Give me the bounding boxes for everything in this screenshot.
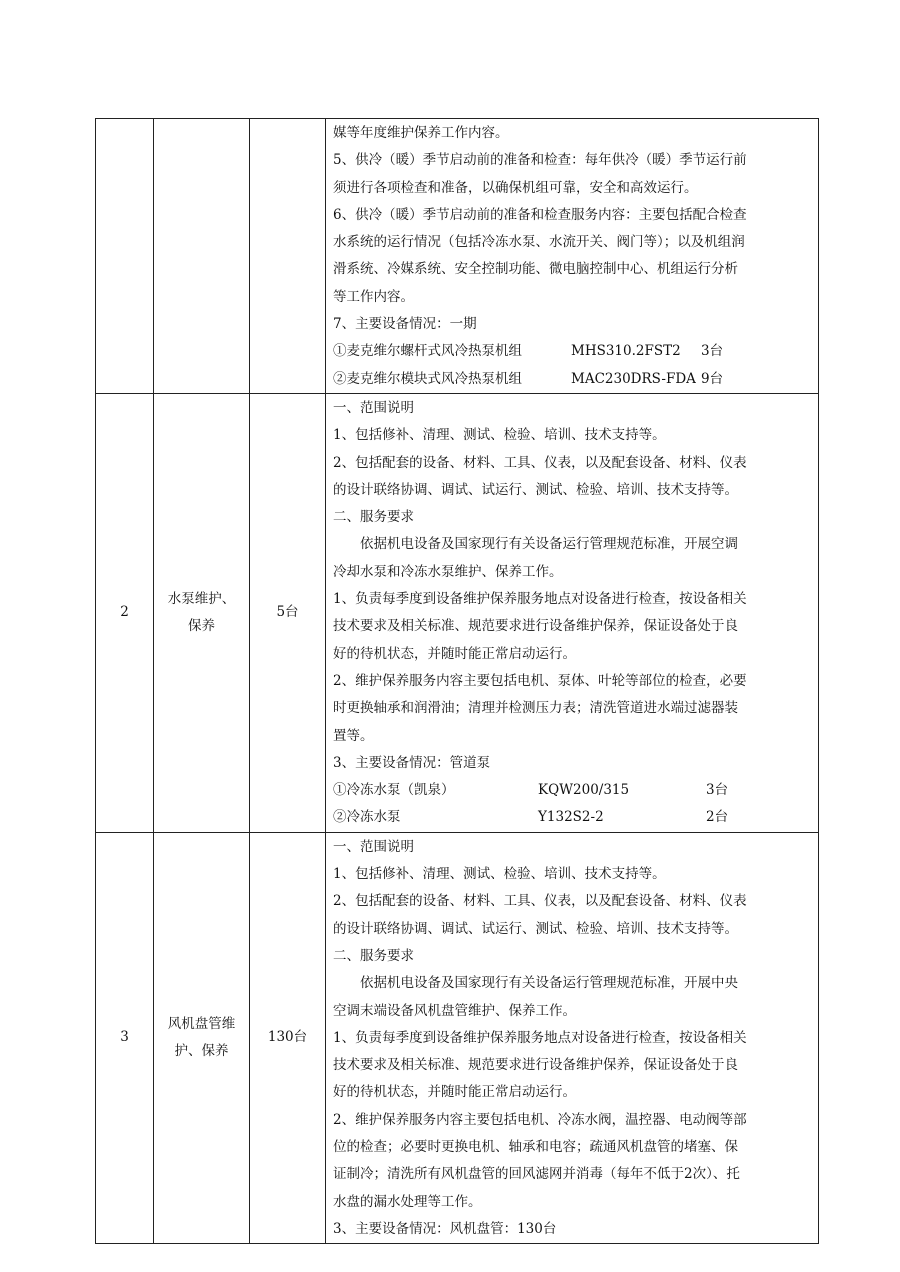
content-line: 的设计联络协调、调试、试运行、测试、检验、培训、技术支持等。 — [333, 920, 738, 937]
equipment-name: ①麦克维尔螺杆式风冷热泵机组 — [333, 343, 522, 360]
content-line: 5、供冷（暖）季节启动前的准备和检查：每年供冷（暖）季节运行前 — [333, 152, 747, 169]
equipment-count: 2台 — [706, 809, 729, 826]
content-line: 置等。 — [333, 727, 374, 744]
equipment-item — [333, 804, 812, 831]
content-line: 2、维护保养服务内容主要包括电机、泵体、叶轮等部位的检查，必要 — [333, 672, 747, 689]
content-cell — [326, 832, 819, 1243]
content-line: 1、包括修补、清理、测试、检验、培训、技术支持等。 — [333, 866, 666, 883]
equipment-name: ②冷冻水泵 — [333, 809, 401, 826]
content-line: 位的检查；必要时更换电机、轴承和电容；疏通风机盘管的堵塞、保 — [333, 1138, 738, 1155]
content-line: 空调末端设备风机盘管维护、保养工作。 — [333, 1002, 576, 1019]
content-line: 滑系统、冷媒系统、安全控制功能、微电脑控制中心、机组运行分析 — [333, 261, 738, 278]
table-row — [96, 119, 819, 394]
item-name-line: 护、保养 — [174, 1042, 229, 1059]
quantity-cell — [250, 119, 326, 394]
table-row — [96, 832, 819, 1243]
item-name-line: 风机盘管维 — [167, 1015, 236, 1032]
content-line: 好的待机状态，并随时能正常启动运行。 — [333, 1084, 576, 1101]
content-cell — [326, 119, 819, 394]
equipment-name: ①冷冻水泵（凯泉） — [333, 782, 455, 799]
maintenance-spec-table — [95, 118, 819, 1244]
quantity-cell: 130台 — [250, 832, 326, 1243]
content-line: 等工作内容。 — [333, 288, 414, 305]
content-line: 一、范围说明 — [333, 838, 414, 855]
content-cell — [326, 393, 819, 832]
equipment-name: ②麦克维尔模块式风冷热泵机组 — [333, 370, 522, 387]
content-line: 证制冷；清洗所有风机盘管的回风滤网并消毒（每年不低于2次）、托 — [333, 1166, 740, 1183]
equipment-item — [333, 338, 812, 365]
content-line: 2、包括配套的设备、材料、工具、仪表，以及配套设备、材料、仪表 — [333, 893, 747, 910]
equipment-model: KQW200/315 — [538, 782, 630, 799]
row-number-cell: 3 — [96, 832, 154, 1243]
equipment-count: 9台 — [701, 370, 724, 387]
content-line: 水盘的漏水处理等工作。 — [333, 1193, 482, 1210]
content-line: 2、维护保养服务内容主要包括电机、冷冻水阀，温控器、电动阀等部 — [333, 1111, 747, 1128]
content-line: 1、包括修补、清理、测试、检验、培训、技术支持等。 — [333, 427, 666, 444]
content-line: 技术要求及相关标准、规范要求进行设备维护保养，保证设备处于良 — [333, 1057, 738, 1074]
content-line: 2、包括配套的设备、材料、工具、仪表，以及配套设备、材料、仪表 — [333, 454, 747, 471]
content-line: 须进行各项检查和准备，以确保机组可靠，安全和高效运行。 — [333, 179, 698, 196]
content-line: 6、供冷（暖）季节启动前的准备和检查服务内容：主要包括配合检查 — [333, 206, 747, 223]
equipment-model: MAC230DRS-FDA — [571, 370, 696, 387]
content-line: 依据机电设备及国家现行有关设备运行管理规范标准，开展空调 — [360, 536, 738, 553]
equipment-model: Y132S2-2 — [538, 809, 604, 826]
content-line: 一、范围说明 — [333, 399, 414, 416]
content-line: 的设计联络协调、调试、试运行、测试、检验、培训、技术支持等。 — [333, 481, 738, 498]
content-line: 水系统的运行情况（包括冷冻水泵、水流开关、阀门等）；以及机组润 — [333, 234, 745, 251]
item-name-cell — [154, 119, 250, 394]
equipment-item — [333, 366, 812, 393]
equipment-item — [333, 777, 812, 804]
item-name-cell — [154, 393, 250, 832]
item-name-line: 保养 — [188, 617, 215, 634]
content-line: 1、负责每季度到设备维护保养服务地点对设备进行检查，按设备相关 — [333, 1029, 747, 1046]
equipment-model: MHS310.2FST2 — [571, 343, 681, 360]
content-line: 技术要求及相关标准、规范要求进行设备维护保养，保证设备处于良 — [333, 618, 738, 635]
content-line: 3、主要设备情况：管道泵 — [333, 754, 491, 771]
content-line: 时更换轴承和润滑油；清理并检测压力表；清洗管道进水端过滤器装 — [333, 700, 738, 717]
item-name-cell — [154, 832, 250, 1243]
content-line: 二、服务要求 — [333, 509, 414, 526]
content-line: 好的待机状态，并随时能正常启动运行。 — [333, 645, 576, 662]
row-number-cell: 2 — [96, 393, 154, 832]
quantity-cell: 5台 — [250, 393, 326, 832]
content-line: 冷却水泵和冷冻水泵维护、保养工作。 — [333, 563, 563, 580]
equipment-count: 3台 — [706, 782, 729, 799]
row-number-cell — [96, 119, 154, 394]
table-row — [96, 393, 819, 832]
content-line: 3、主要设备情况：风机盘管：130台 — [333, 1220, 557, 1237]
content-line: 1、负责每季度到设备维护保养服务地点对设备进行检查，按设备相关 — [333, 591, 747, 608]
item-name-line: 水泵维护、 — [167, 590, 236, 607]
content-line: 媒等年度维护保养工作内容。 — [333, 125, 509, 141]
content-line: 二、服务要求 — [333, 947, 414, 964]
content-line: 依据机电设备及国家现行有关设备运行管理规范标准，开展中央 — [360, 975, 738, 992]
content-line: 7、主要设备情况：一期 — [333, 316, 477, 333]
equipment-count: 3台 — [701, 343, 724, 360]
